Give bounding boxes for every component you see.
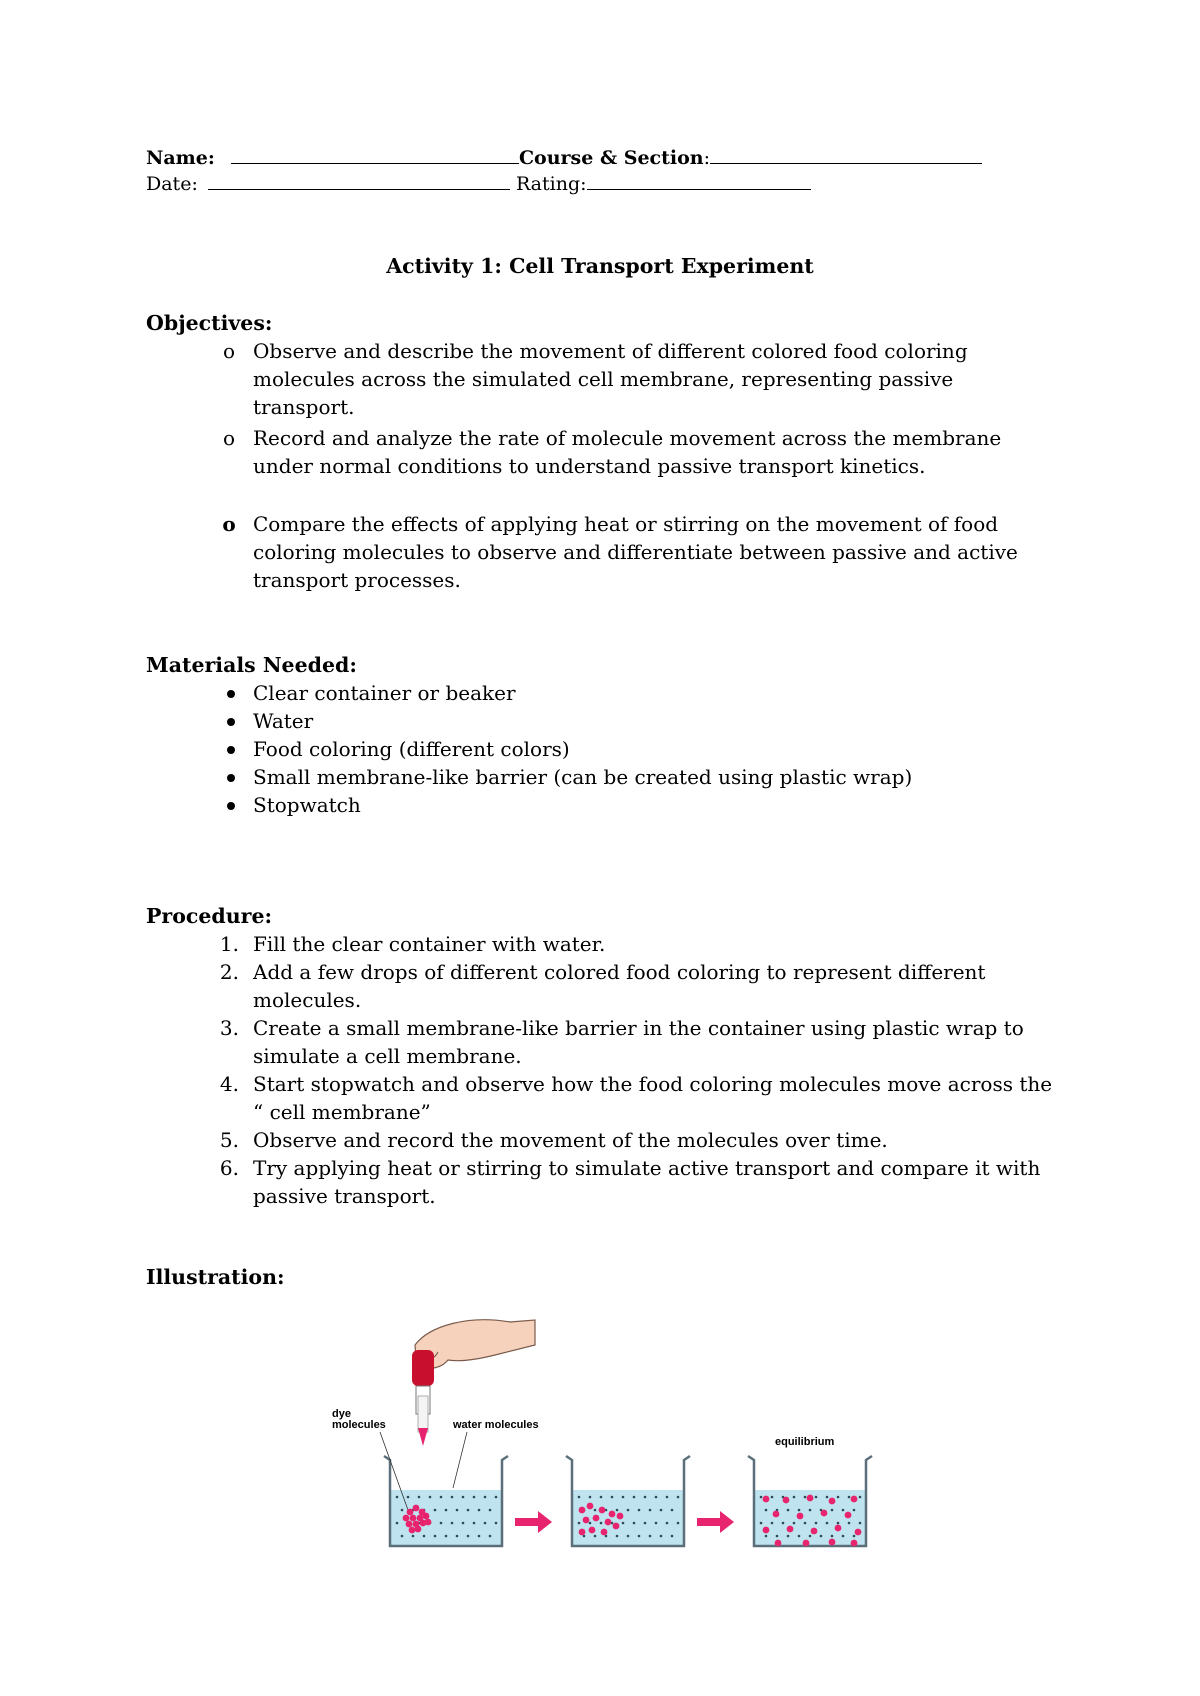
water-molecule	[644, 1496, 647, 1499]
water-molecule	[842, 1509, 845, 1512]
water-molecule	[831, 1509, 834, 1512]
water-molecule	[793, 1496, 796, 1499]
step-text: Try applying heat or stirring to simulate active transport and compare it with passive transport.	[253, 1156, 1041, 1208]
dye-molecule	[787, 1526, 794, 1533]
material-text: Small membrane-like barrier (can be created using plastic wrap)	[253, 765, 913, 789]
water-molecule	[600, 1496, 603, 1499]
dye-molecule	[763, 1527, 770, 1534]
water-molecule	[473, 1496, 476, 1499]
date-label: Date:	[146, 173, 198, 195]
water-molecule	[456, 1535, 459, 1538]
water-molecule	[760, 1522, 763, 1525]
water-molecule	[804, 1496, 807, 1499]
water-molecule	[787, 1509, 790, 1512]
water-molecule	[407, 1496, 410, 1499]
dye-molecule	[851, 1496, 858, 1503]
water-molecule	[837, 1522, 840, 1525]
material-item	[253, 791, 1053, 819]
water-molecule	[660, 1509, 663, 1512]
material-text: Food coloring (different colors)	[253, 737, 570, 761]
water-molecule	[671, 1535, 674, 1538]
water-molecule	[666, 1496, 669, 1499]
dye-molecule	[423, 1513, 430, 1520]
water-molecule	[638, 1535, 641, 1538]
water-molecule	[809, 1509, 812, 1512]
water-molecule	[489, 1509, 492, 1512]
illustration-heading: Illustration:	[146, 1265, 285, 1289]
step-text: Start stopwatch and observe how the food coloring molecules move across the “ cell membrane”	[253, 1072, 1053, 1124]
dye-molecule	[763, 1496, 770, 1503]
dye-molecule	[845, 1512, 852, 1519]
material-text: Clear container or beaker	[253, 681, 516, 705]
water-molecule	[484, 1522, 487, 1525]
objectives-heading: Objectives:	[146, 311, 273, 335]
water-molecule	[809, 1535, 812, 1538]
dye-molecule	[589, 1527, 596, 1534]
procedure-step	[219, 1014, 1053, 1070]
water-molecule	[467, 1509, 470, 1512]
water-molecule	[495, 1496, 498, 1499]
procedure-step	[219, 930, 1053, 958]
water-molecule	[820, 1535, 823, 1538]
water-molecule	[401, 1509, 404, 1512]
water-molecule	[859, 1496, 862, 1499]
rating-label: Rating:	[515, 173, 587, 195]
dye-molecule	[407, 1509, 414, 1516]
dye-molecule	[803, 1540, 810, 1547]
water-molecule	[594, 1535, 597, 1538]
water-molecule	[600, 1522, 603, 1525]
water-molecule	[826, 1522, 829, 1525]
dye-molecule	[599, 1507, 606, 1514]
dye-molecule	[829, 1498, 836, 1505]
material-text: Stopwatch	[253, 793, 361, 817]
water-pointer-line	[453, 1432, 467, 1488]
step-number: 2.	[219, 960, 239, 984]
course-section-label: Course & Section	[518, 147, 704, 169]
water-molecule	[798, 1535, 801, 1538]
water-molecule	[671, 1509, 674, 1512]
water-molecule	[622, 1496, 625, 1499]
dye-molecule	[587, 1503, 594, 1510]
water-molecule	[451, 1496, 454, 1499]
water-molecule	[655, 1522, 658, 1525]
water-molecule	[440, 1496, 443, 1499]
dye-molecule	[797, 1513, 804, 1520]
objective-item	[222, 510, 1053, 594]
dye-molecule	[413, 1505, 420, 1512]
water-molecule	[660, 1535, 663, 1538]
dye-molecule	[605, 1519, 612, 1526]
water-molecule	[638, 1509, 641, 1512]
material-item	[253, 763, 1053, 791]
water-molecule	[815, 1522, 818, 1525]
water-molecule	[842, 1535, 845, 1538]
water-molecule	[467, 1535, 470, 1538]
bullet-icon	[227, 746, 235, 754]
rating-blank[interactable]	[587, 172, 811, 190]
water-molecule	[429, 1496, 432, 1499]
dye-molecule	[617, 1513, 624, 1520]
date-blank[interactable]	[208, 172, 510, 190]
dye-molecule	[579, 1507, 586, 1514]
water-molecule	[434, 1509, 437, 1512]
water-molecule	[859, 1522, 862, 1525]
water-molecule	[495, 1522, 498, 1525]
water-molecule	[776, 1535, 779, 1538]
water-molecule	[848, 1522, 851, 1525]
objective-text: Compare the effects of applying heat or stirring on the movement of food coloring molecules to observe and differentiate between passive and active transport processes.	[253, 512, 1018, 592]
step-number: 5.	[219, 1128, 239, 1152]
water-molecule	[815, 1496, 818, 1499]
dye-label-line1: dye	[332, 1408, 351, 1420]
water-molecule	[622, 1522, 625, 1525]
objective-item	[222, 424, 1053, 480]
water-molecule	[771, 1522, 774, 1525]
procedure-step	[219, 1070, 1053, 1126]
step-number: 3.	[219, 1016, 239, 1040]
water-molecule	[644, 1522, 647, 1525]
water-molecule	[478, 1535, 481, 1538]
water-molecule	[771, 1496, 774, 1499]
dye-molecule	[406, 1521, 413, 1528]
water-molecule	[787, 1535, 790, 1538]
step-number: 1.	[219, 932, 239, 956]
water-molecule	[804, 1522, 807, 1525]
material-item	[253, 735, 1053, 763]
water-molecule	[445, 1535, 448, 1538]
name-row	[146, 146, 982, 170]
dye-molecule	[835, 1525, 842, 1532]
course-section-blank[interactable]	[710, 146, 982, 164]
dye-label-line2: molecules	[332, 1419, 386, 1431]
arrow-right-icon	[515, 1511, 552, 1533]
objective-item	[222, 337, 1053, 421]
water-molecule	[589, 1522, 592, 1525]
water-molecule	[853, 1509, 856, 1512]
water-molecule	[627, 1535, 630, 1538]
step-number: 4.	[219, 1072, 239, 1096]
arrow-right-icon	[697, 1511, 734, 1533]
water-molecule	[434, 1535, 437, 1538]
water-molecule	[798, 1509, 801, 1512]
materials-heading: Materials Needed:	[146, 653, 357, 677]
water-molecule	[765, 1535, 768, 1538]
water-molecule	[396, 1496, 399, 1499]
dropper-icon	[412, 1350, 434, 1446]
procedure-step	[219, 958, 1053, 1014]
water-molecule	[578, 1496, 581, 1499]
material-text: Water	[253, 709, 314, 733]
dye-molecule	[593, 1515, 600, 1522]
objective-marker: o	[222, 339, 236, 363]
dye-molecule	[811, 1528, 818, 1535]
water-molecule	[396, 1522, 399, 1525]
date-row	[146, 172, 811, 196]
water-molecules-label: water molecules	[453, 1419, 539, 1431]
dye-molecule	[409, 1527, 416, 1534]
water-molecule	[451, 1522, 454, 1525]
dye-molecule	[425, 1519, 432, 1526]
water-molecule	[677, 1522, 680, 1525]
step-number: 6.	[219, 1156, 239, 1180]
dye-molecule	[609, 1511, 616, 1518]
course-section-colon: :	[703, 147, 710, 169]
dye-molecule	[601, 1529, 608, 1536]
water-molecule	[649, 1509, 652, 1512]
dye-molecule	[613, 1523, 620, 1530]
dye-molecule	[851, 1540, 858, 1547]
bullet-icon	[227, 690, 235, 698]
dye-molecule	[403, 1515, 410, 1522]
dye-molecule	[783, 1497, 790, 1504]
dye-molecule	[829, 1539, 836, 1546]
water-molecule	[440, 1522, 443, 1525]
step-text: Add a few drops of different colored food coloring to represent different molecules.	[253, 960, 986, 1012]
dye-molecule	[583, 1517, 590, 1524]
water-molecule	[594, 1509, 597, 1512]
dye-molecule	[821, 1510, 828, 1517]
diffusion-illustration	[320, 1300, 900, 1560]
step-text: Fill the clear container with water.	[253, 932, 606, 956]
water-molecule	[589, 1496, 592, 1499]
water-molecule	[627, 1509, 630, 1512]
material-item	[253, 707, 1053, 735]
water-molecule	[655, 1496, 658, 1499]
material-item	[253, 679, 1053, 707]
objective-text: Observe and describe the movement of different colored food coloring molecules across the simulated cell membrane, representing passive transport.	[253, 339, 968, 419]
water-molecule	[848, 1496, 851, 1499]
water-molecule	[837, 1496, 840, 1499]
procedure-step	[219, 1126, 1053, 1154]
water-molecule	[649, 1535, 652, 1538]
bullet-icon	[227, 718, 235, 726]
water-molecule	[462, 1522, 465, 1525]
bullet-icon	[227, 774, 235, 782]
objective-text: Record and analyze the rate of molecule movement across the membrane under normal conditions to understand passive transport kinetics.	[253, 426, 1002, 478]
dye-molecule	[579, 1529, 586, 1536]
water-molecule	[831, 1535, 834, 1538]
water-molecule	[760, 1496, 763, 1499]
water-molecule	[793, 1522, 796, 1525]
water-molecule	[826, 1496, 829, 1499]
dye-molecule	[410, 1515, 417, 1522]
water-molecule	[478, 1509, 481, 1512]
water-molecule	[412, 1535, 415, 1538]
equilibrium-label: equilibrium	[775, 1436, 835, 1448]
water-molecule	[633, 1496, 636, 1499]
water-molecule	[578, 1522, 581, 1525]
water-molecule	[666, 1522, 669, 1525]
objective-marker: o	[222, 426, 236, 450]
dye-molecule	[775, 1540, 782, 1547]
water-molecule	[445, 1509, 448, 1512]
water-molecule	[462, 1496, 465, 1499]
water-molecule	[484, 1496, 487, 1499]
water-molecule	[423, 1535, 426, 1538]
water-molecule	[418, 1496, 421, 1499]
water-molecule	[611, 1496, 614, 1499]
water-molecule	[765, 1509, 768, 1512]
name-blank[interactable]	[231, 146, 519, 164]
step-text: Create a small membrane-like barrier in the container using plastic wrap to simulate a cell membrane.	[253, 1016, 1024, 1068]
water-molecule	[616, 1509, 619, 1512]
water-molecule	[633, 1522, 636, 1525]
dye-molecule	[415, 1526, 422, 1533]
beaker-initial	[384, 1456, 508, 1546]
procedure-step	[219, 1154, 1053, 1210]
water-molecule	[782, 1522, 785, 1525]
step-text: Observe and record the movement of the molecules over time.	[253, 1128, 888, 1152]
water-molecule	[616, 1535, 619, 1538]
name-label: Name:	[146, 147, 215, 169]
dye-molecule	[855, 1529, 862, 1536]
water-molecule	[853, 1535, 856, 1538]
procedure-heading: Procedure:	[146, 904, 273, 928]
water-molecule	[473, 1522, 476, 1525]
page-title: Activity 1: Cell Transport Experiment	[386, 254, 814, 278]
dye-molecule	[807, 1495, 814, 1502]
dye-molecule	[773, 1511, 780, 1518]
water-molecule	[401, 1535, 404, 1538]
water-molecule	[489, 1535, 492, 1538]
objective-marker: o	[222, 512, 236, 536]
water-molecule	[677, 1496, 680, 1499]
water-molecule	[456, 1509, 459, 1512]
bullet-icon	[227, 802, 235, 810]
